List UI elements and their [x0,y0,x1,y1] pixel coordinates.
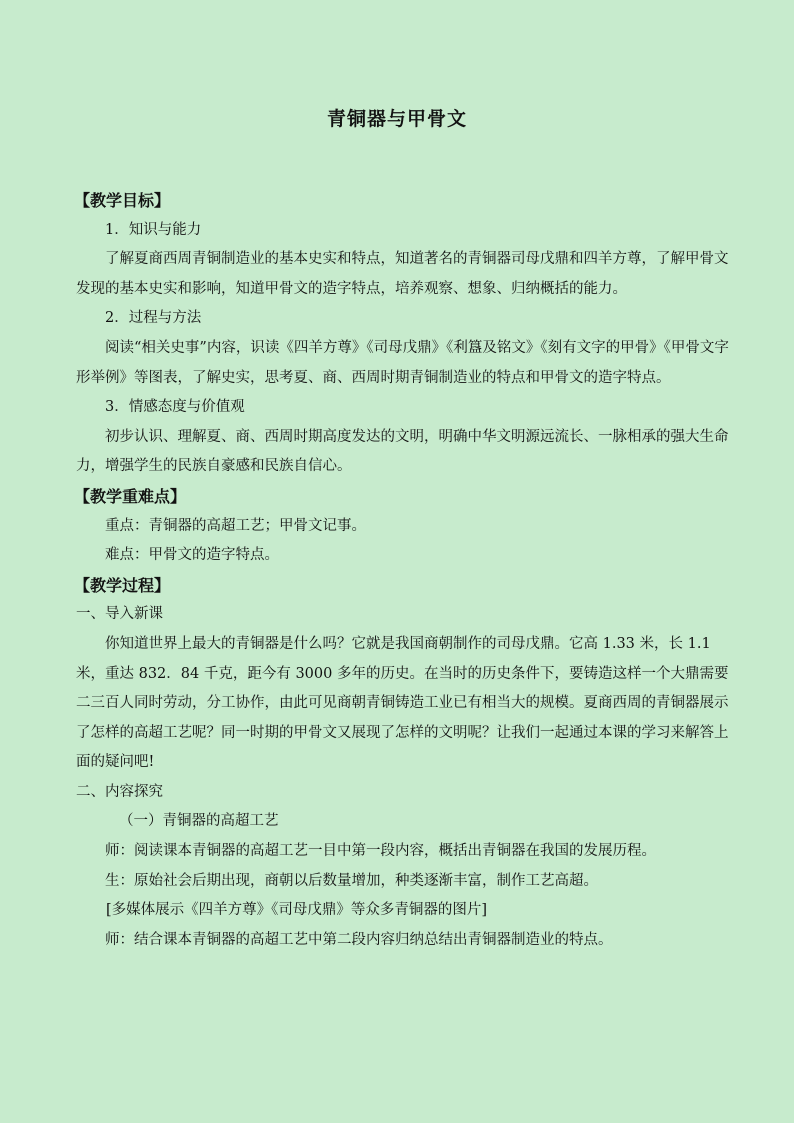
process-part1-title: 一、导入新课 [76,606,163,623]
goal-text-1: 了解夏商西周青铜制造业的基本史实和特点，知道著名的青铜器司母戊鼎和四羊方尊，了解甲骨文发现的基本史实和影响，知道甲骨文的造字特点，培养观察、想象、归纳概括的能力。 [76,251,729,297]
section-heading-goals: 【教学目标】 [74,191,171,210]
process-line-4: 师：结合课本青铜器的高超工艺中第二段内容归纳总结出青铜器制造业的特点。 [105,931,613,948]
keypoint-focus: 重点：青铜器的高超工艺；甲骨文记事。 [105,517,366,534]
process-line-3: [多媒体展示《四羊方尊》《司母戊鼎》等众多青铜器的图片] [106,902,488,919]
goal-text-3: 初步认识、理解夏、商、西周时期高度发达的文明，明确中华文明源远流长、一脉相承的强大生命力，增强学生的民族自豪感和民族自信心。 [76,428,729,475]
process-part2-title: 二、内容探究 [76,783,163,800]
document-body [76,186,736,955]
section-heading-process: 【教学过程】 [74,575,171,595]
goal-label-2: 2．过程与方法 [105,310,202,327]
process-sub1-title: （一）青铜器的高超工艺 [119,813,279,830]
process-part1-text: 你知道世界上最大的青铜器是什么吗？它就是我国商朝制作的司母戊鼎。它高 1.33 米，长 1.1 米，重达 832．84 千克，距今有 3000 多年的历史。在当时的历史条件下，要铸造这样一个大鼎需要二三百人同时劳动，分工协作，由此可见商朝青铜铸造工业已有相当大的规模。夏商西周的青铜器展示了怎样的高超工艺呢？同一时期的甲骨文又展现了怎样的文明呢？让我们一起通过本课的学习来解答上面的疑问吧! [76,635,729,771]
process-line-2: 生：原始社会后期出现，商朝以后数量增加，种类逐渐丰富，制作工艺高超。 [105,872,598,889]
goal-label-1: 1．知识与能力 [105,221,202,238]
goal-text-2: 阅读“相关史事”内容，识读《四羊方尊》《司母戊鼎》《利簋及铭文》《刻有文字的甲骨》《甲骨文字形举例》等图表，了解史实，思考夏、商、西周时期青铜制造业的特点和甲骨文的造字特点。 [76,339,729,386]
goal-label-3: 3．情感态度与价值观 [105,399,245,416]
keypoint-difficulty: 难点：甲骨文的造字特点。 [105,547,279,564]
page-title: 青铜器与甲骨文 [326,108,467,130]
section-heading-keypoints: 【教学重难点】 [74,486,187,506]
process-line-1: 师：阅读课本青铜器的高超工艺一目中第一段内容，概括出青铜器在我国的发展历程。 [105,843,656,860]
